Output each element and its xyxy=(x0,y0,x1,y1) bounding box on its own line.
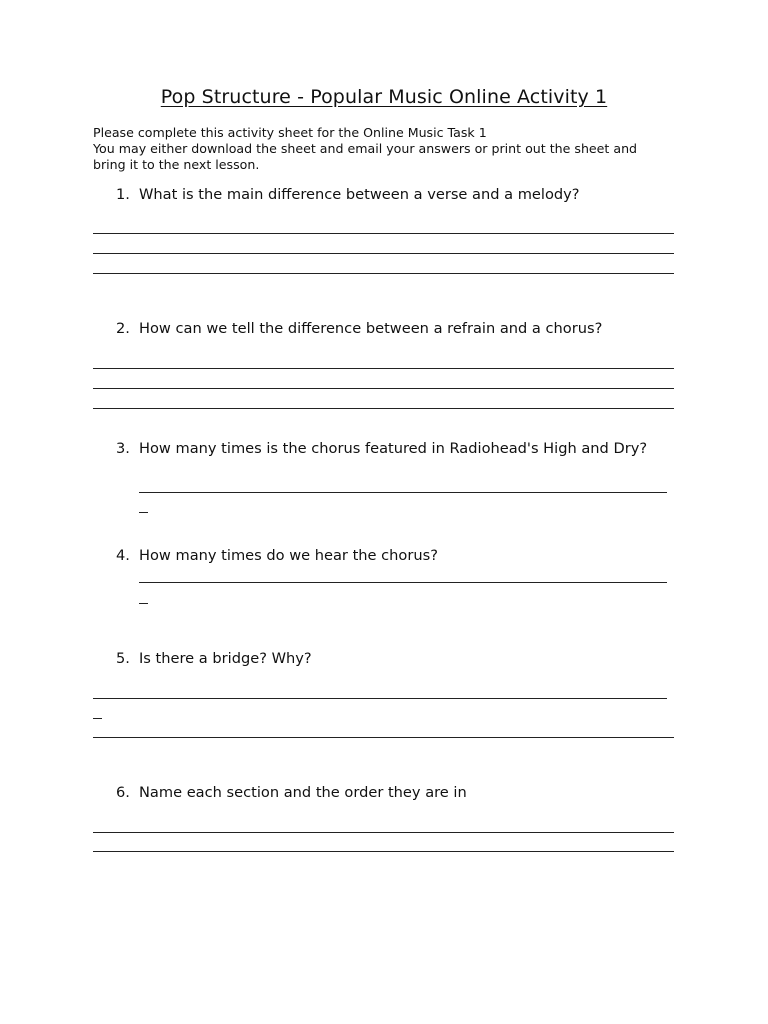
question-6-text: Name each section and the order they are in xyxy=(139,784,467,801)
question-3-answer-line-overflow xyxy=(139,512,148,513)
question-4-answer-line[interactable] xyxy=(139,582,667,583)
question-5-number: 5. xyxy=(116,650,130,667)
question-2-text: How can we tell the difference between a refrain and a chorus? xyxy=(139,320,603,337)
question-4-text: How many times do we hear the chorus? xyxy=(139,547,438,564)
question-1-number: 1. xyxy=(116,186,130,203)
intro-line-3: bring it to the next lesson. xyxy=(93,157,260,172)
question-3-text: How many times is the chorus featured in Radiohead's High and Dry? xyxy=(139,440,648,457)
question-1-answer-line-2[interactable] xyxy=(93,253,674,254)
question-4-number: 4. xyxy=(116,547,130,564)
question-6-answer-line-2[interactable] xyxy=(93,851,674,852)
question-3-answer-line[interactable] xyxy=(139,492,667,493)
question-2-answer-line-2[interactable] xyxy=(93,388,674,389)
question-2-answer-line-1[interactable] xyxy=(93,368,674,369)
question-3-number: 3. xyxy=(116,440,130,457)
question-1-answer-line-3[interactable] xyxy=(93,273,674,274)
question-5-answer-line-overflow xyxy=(93,718,102,719)
question-2-answer-line-3[interactable] xyxy=(93,408,674,409)
intro-line-2: You may either download the sheet and email your answers or print out the sheet and xyxy=(93,141,638,156)
intro-line-1: Please complete this activity sheet for the Online Music Task 1 xyxy=(93,125,487,140)
question-1-text: What is the main difference between a verse and a melody? xyxy=(139,186,580,203)
question-4-answer-line-overflow xyxy=(139,603,148,604)
question-6-answer-line-1[interactable] xyxy=(93,832,674,833)
question-2-number: 2. xyxy=(116,320,130,337)
page-title: Pop Structure - Popular Music Online Activity 1 xyxy=(160,86,608,108)
question-5-text: Is there a bridge? Why? xyxy=(139,650,312,667)
question-1-answer-line-1[interactable] xyxy=(93,233,674,234)
question-6-number: 6. xyxy=(116,784,130,801)
question-5-answer-line-1[interactable] xyxy=(93,698,667,699)
question-5-answer-line-2[interactable] xyxy=(93,737,674,738)
